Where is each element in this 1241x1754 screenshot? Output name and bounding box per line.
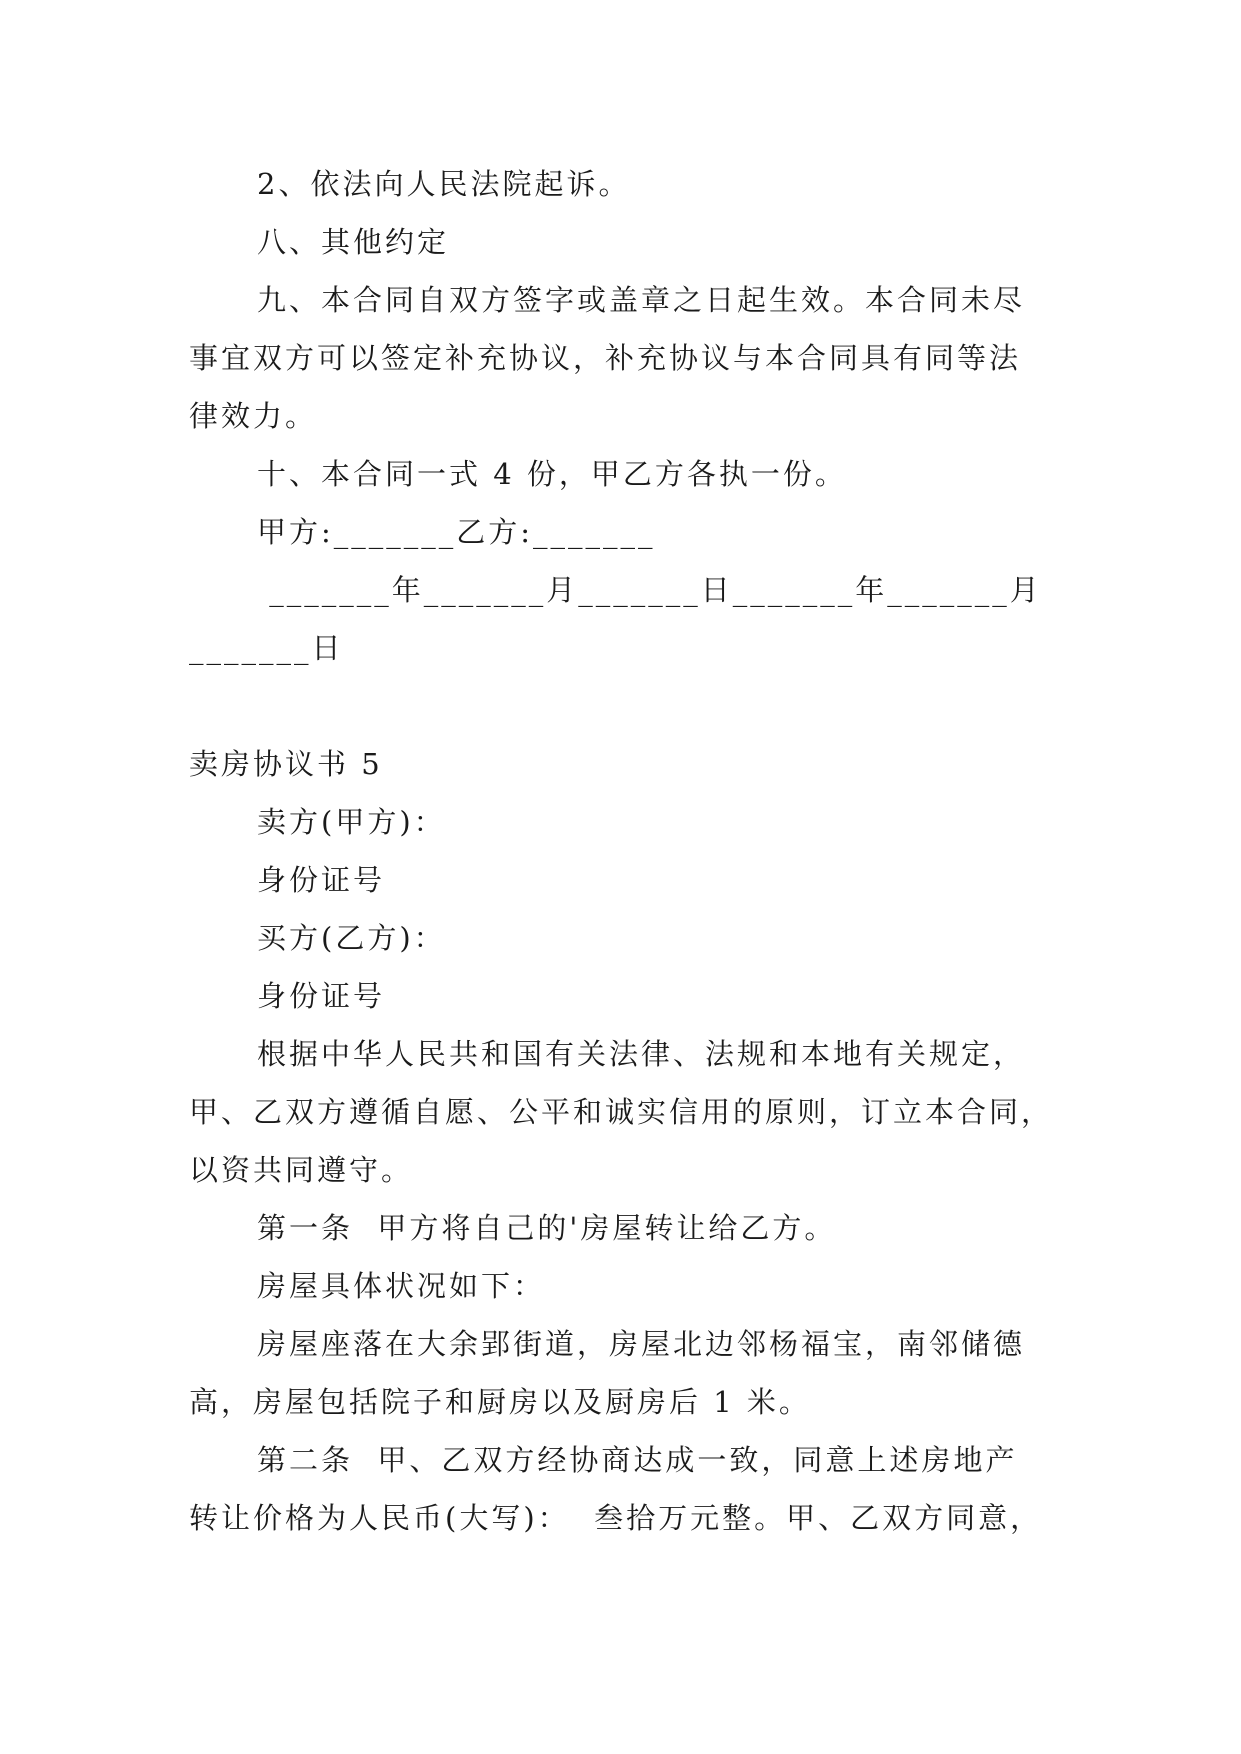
text-line: 身份证号 bbox=[257, 979, 386, 1013]
text-line: 事宜双方可以签定补充协议，补充协议与本合同具有同等法 bbox=[189, 341, 1022, 375]
signature-line: 甲方:_______乙方:_______ bbox=[257, 515, 656, 549]
text-line: 甲、乙双方遵循自愿、公平和诚实信用的原则，订立本合同， bbox=[189, 1095, 1054, 1129]
date-line: _______年_______月_______日_______年_______月 bbox=[257, 573, 1042, 607]
text-line: 第二条 甲、乙双方经协商达成一致，同意上述房地产 bbox=[257, 1443, 1018, 1477]
section-heading: 卖房协议书 5 bbox=[189, 747, 383, 781]
text-line: 十、本合同一式 4 份，甲乙方各执一份。 bbox=[257, 457, 847, 491]
text-line: 以资共同遵守。 bbox=[189, 1153, 414, 1187]
text-line: 九、本合同自双方签字或盖章之日起生效。本合同未尽 bbox=[257, 283, 1026, 317]
text-line: 根据中华人民共和国有关法律、法规和本地有关规定， bbox=[257, 1037, 1026, 1071]
text-line: 高，房屋包括院子和厨房以及厨房后 1 米。 bbox=[189, 1385, 811, 1419]
text-line: 卖方(甲方)： bbox=[257, 805, 446, 839]
text-line: 房屋座落在大余郢街道，房屋北边邻杨福宝，南邻储德 bbox=[257, 1327, 1026, 1361]
text-line: 房屋具体状况如下： bbox=[257, 1269, 546, 1303]
text-line: 律效力。 bbox=[189, 399, 318, 433]
text-line: 第一条 甲方将自己的'房屋转让给乙方。 bbox=[257, 1211, 837, 1245]
text-line: 身份证号 bbox=[257, 863, 386, 897]
text-line: 转让价格为人民币(大写)： 叁拾万元整。甲、乙双方同意， bbox=[189, 1501, 1043, 1535]
date-line: _______日 bbox=[189, 631, 344, 665]
text-line: 买方(乙方)： bbox=[257, 921, 446, 955]
text-line: 2、依法向人民法院起诉。 bbox=[257, 167, 631, 201]
text-line: 八、其他约定 bbox=[257, 225, 450, 259]
